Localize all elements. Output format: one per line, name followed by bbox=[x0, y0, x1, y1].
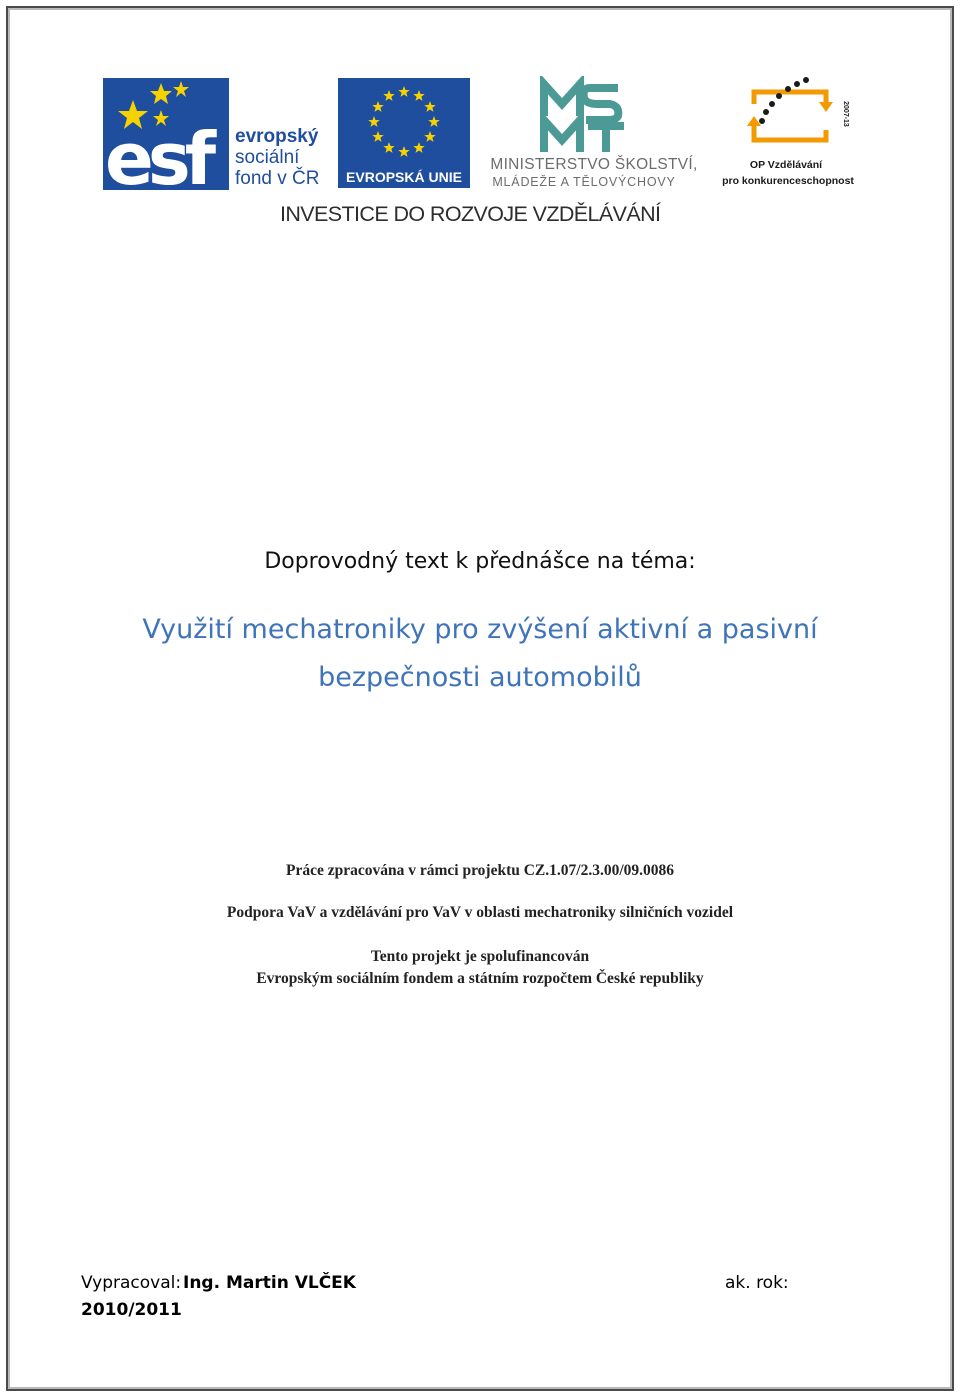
svg-text:fond v ČR: fond v ČR bbox=[235, 168, 320, 189]
cofinancing-note bbox=[0, 946, 960, 990]
svg-text:sociální: sociální bbox=[235, 147, 300, 168]
academic-year-label: ak. rok: bbox=[725, 1273, 789, 1293]
program-name: Podpora VaV a vzdělávání pro VaV v oblasti mechatroniky silničních vozidel bbox=[226, 904, 734, 921]
title-line-2: bezpečnosti automobilů bbox=[318, 662, 642, 693]
svg-text:MLÁDEŽE A TĚLOVÝCHOVY: MLÁDEŽE A TĚLOVÝCHOVY bbox=[492, 175, 676, 188]
arrow-icon bbox=[747, 116, 761, 126]
author-label: Vypracoval: bbox=[81, 1273, 182, 1293]
cofinancing-line-1: Tento projekt je spolufinancován bbox=[370, 948, 590, 965]
academic-year-value: 2010/2011 bbox=[81, 1300, 182, 1320]
arrow-icon bbox=[819, 102, 833, 112]
cofinancing-line-2: Evropským sociálním fondem a státním rozpočtem České republiky bbox=[256, 970, 704, 987]
svg-text:esf: esf bbox=[105, 117, 211, 190]
svg-text:EVROPSKÁ UNIE: EVROPSKÁ UNIE bbox=[346, 169, 462, 185]
eu-logo bbox=[338, 78, 470, 188]
svg-text:evropský: evropský bbox=[235, 126, 319, 147]
investice-banner: INVESTICE DO ROZVOJE VZDĚLÁVÁNÍ bbox=[280, 202, 661, 226]
project-number: Práce zpracována v rámci projektu CZ.1.07/2.3.00/09.0086 bbox=[285, 862, 675, 879]
esf-logo bbox=[103, 78, 331, 190]
svg-text:MINISTERSTVO ŠKOLSTVÍ,: MINISTERSTVO ŠKOLSTVÍ, bbox=[490, 156, 698, 173]
author-name: Ing. Martin VLČEK bbox=[183, 1273, 356, 1293]
svg-text:2007-13: 2007-13 bbox=[842, 101, 849, 127]
document-title bbox=[60, 606, 900, 702]
document-subtitle: Doprovodný text k přednášce na téma: bbox=[264, 549, 696, 574]
svg-text:pro konkurenceschopnost: pro konkurenceschopnost bbox=[722, 175, 854, 187]
op-logo bbox=[712, 74, 864, 190]
msmt-logo bbox=[478, 76, 710, 188]
svg-text:OP Vzdělávání: OP Vzdělávání bbox=[749, 159, 823, 171]
title-line-1: Využití mechatroniky pro zvýšení aktivní a pasivní bbox=[142, 614, 818, 645]
